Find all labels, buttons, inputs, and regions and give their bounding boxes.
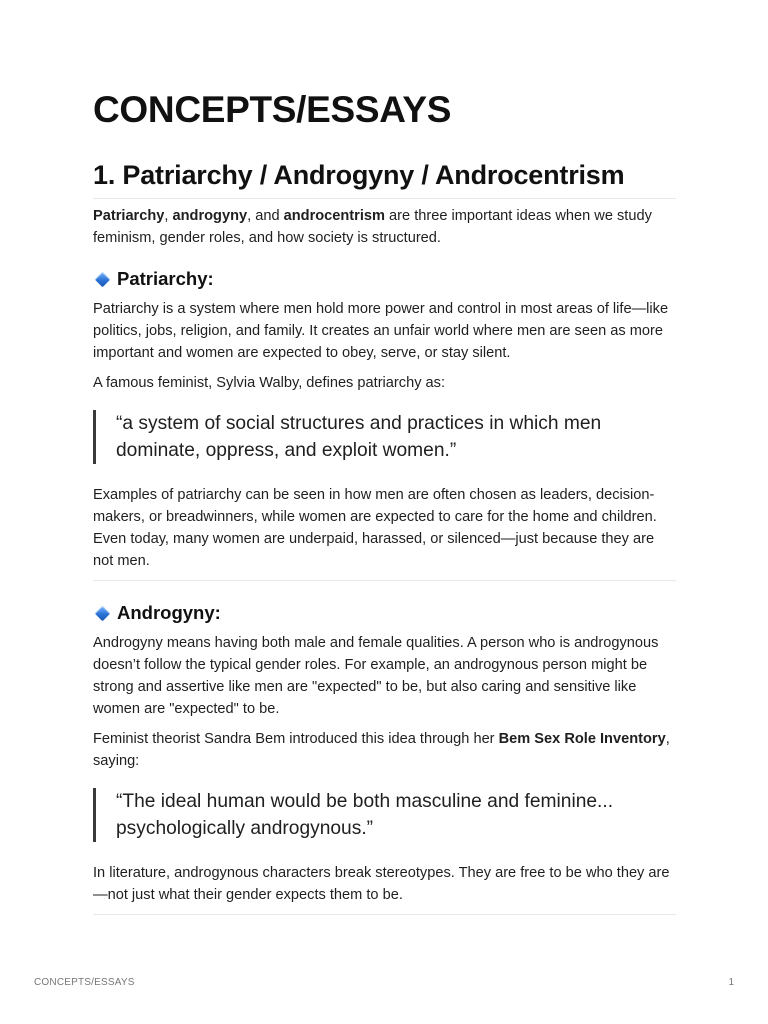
intro-sep-2: , and (247, 208, 284, 224)
androgyny-heading (93, 601, 676, 625)
intro-sep-1: , (164, 208, 173, 224)
androgyny-paragraph-1: Androgyny means having both male and female qualities. A person who is androgynous doesn’t follow the typical gender roles. For example, an androgynous person might be strong and assertive like men are "expected" to be, but also caring and sensitive like women are "expected" to be. (93, 635, 659, 717)
section-heading: 1. Patriarchy / Androgyny / Androcentrism (93, 158, 676, 199)
bem-quote: “The ideal human would be both masculine and feminine... psychologically androgynous.” (93, 788, 676, 842)
divider (93, 580, 676, 581)
patriarchy-paragraph-3: Examples of patriarchy can be seen in how men are often chosen as leaders, decision-makers, or breadwinners, while women are expected to care for the home and children. Even today, many women are underpaid, harassed, or silenced—just because they are not men. (93, 487, 657, 569)
androgyny-paragraph-3: In literature, androgynous characters break stereotypes. They are free to be who they are—not just what their gender expects them to be. (93, 865, 670, 903)
androgyny-paragraph-2 (93, 728, 676, 772)
intro-rest: are three important ideas when we study feminism, gender roles, and how society is structured. (93, 208, 652, 246)
patriarchy-paragraph-2: A famous feminist, Sylvia Walby, defines patriarchy as: (93, 375, 446, 391)
blue-diamond-icon (95, 605, 111, 621)
term-androcentrism: androcentrism (283, 208, 385, 224)
term-patriarchy: Patriarchy (93, 208, 165, 224)
document-page (93, 88, 676, 935)
patriarchy-heading-text: Patriarchy: (117, 268, 214, 289)
blue-diamond-icon (95, 271, 111, 287)
page-number: 1 (728, 977, 734, 988)
patriarchy-heading (93, 267, 676, 291)
bem-inventory-term: Bem Sex Role Inventory (498, 731, 666, 747)
androgyny-para2-start: Feminist theorist Sandra Bem introduced this idea through her (93, 731, 499, 747)
divider (93, 914, 676, 915)
term-androgyny: androgyny (172, 208, 248, 224)
androgyny-heading-text: Androgyny: (117, 602, 221, 623)
document-title: CONCEPTS/ESSAYS (93, 89, 452, 130)
walby-quote: “a system of social structures and practices in which men dominate, oppress, and exploit women.” (93, 410, 676, 464)
intro-paragraph (93, 205, 676, 249)
footer-title: CONCEPTS/ESSAYS (34, 977, 135, 988)
patriarchy-paragraph-1: Patriarchy is a system where men hold more power and control in most areas of life—like politics, jobs, religion, and family. It creates an unfair world where men are seen as more important and women are expected to obey, serve, or stay silent. (93, 301, 669, 361)
androgyny-para2-end: , saying: (93, 731, 670, 769)
